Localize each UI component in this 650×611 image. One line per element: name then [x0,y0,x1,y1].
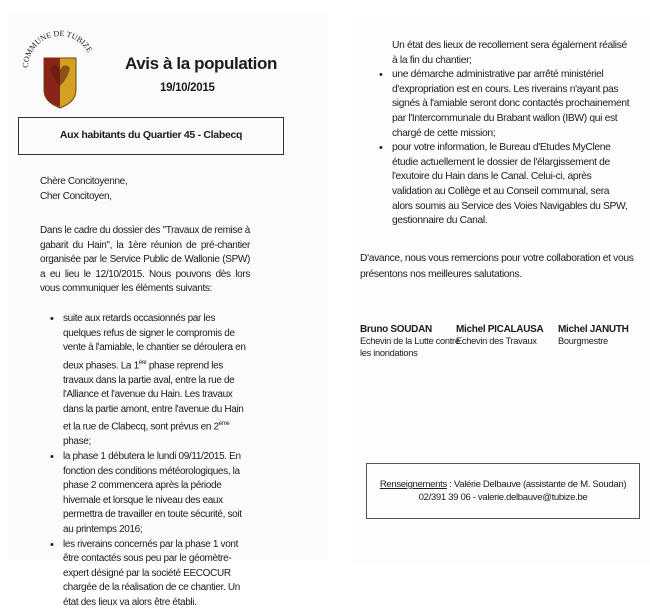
list-item: • suite aux retards occasionnés par les quelques refus de signer le compromis de vente à l'amiable, le chantier se déroulera en deux phases. La 1ère phase reprend les travaux dans la partie aval, entre la rue de l'Alliance et l'avenue du Hain. Les travaux dans la partie amont, entre l'avenue du Hain et la rue de Clabecq, sont prévus en 2ème phase; [63,312,248,450]
list-item: • pour votre information, le Bureau d'Etudes MyClene étudie actuellement le dossier de l'élargissement de l'exutoire du Hain dans le Canal. Celui-ci, après validation au Collège et au Conseil communal, sera alors soumis au Service des Voies Navigables du SPW, gestionnaire du Canal. [392,141,632,229]
list-item: • la phase 1 débutera le lundi 09/11/2015. En fonction des conditions météorologiques, la phase 2 commencera après la période hivernale et lorsque le niveau des eaux permettra de travailler en toute sécurité, soit au printemps 2016; [63,450,248,538]
page-left [8,12,328,608]
notice-date: 19/10/2015 [160,82,215,94]
contact-box: Renseignements : Valérie Delbauve (assistante de M. Soudan) 02/391 39 06 - valerie.delbauve@tubize.be [366,463,640,519]
closing-paragraph: D'avance, nous vous remercions pour votre collaboration et vous présentons nos meilleures salutations. [360,253,634,280]
contact-person: Valérie Delbauve (assistante de M. Soudan) [453,479,627,490]
svg-text:COMMUNE DE TUBIZE: COMMUNE DE TUBIZE [20,28,95,69]
greeting-line: Cher Concitoyen, [40,190,112,202]
bullet-list-left [63,312,248,611]
recipient-box [18,117,284,155]
greeting [40,175,127,204]
page-title: Avis à la population [125,54,277,73]
list-item: • une démarche administrative par arrêté ministériel d'expropriation est en cours. Les riverains n'ayant pas signés à l'amiable seront donc contactés prochainement par l'Intercommunale du Brabant wallon (IBW) qui est chargé de cette mission; [392,68,632,141]
list-item: • les riverains concernés par la phase 1 vont être contactés sous peu par le géomètre-expert désigné par la société EECOCUR chargée de la réalisation de ce chantier. Un état des lieux va alors être établi. [63,538,248,611]
continuation-text: Un état des lieux de recollement sera également réalisé à la fin du chantier; [392,40,627,66]
greeting-line: Chère Concitoyenne, [40,176,128,187]
contact-label: Renseignements [379,479,447,490]
intro-paragraph: Dans le cadre du dossier des "Travaux de remise à gabarit du Hain", la 1ère réunion de pré-chantier organisée par le Service Public de Wallonie (SPW) a eu lieu le 12/10/2015. Nous pouvons dès lors vous communiquer les éléments suivants: [40,225,250,295]
contact-details: 02/391 39 06 - valerie.delbauve@tubize.be [418,492,588,503]
page-right [352,18,650,563]
commune-logo [20,28,100,113]
signatory: Michel PICALAUSA Echevin des Travaux [456,324,544,346]
recipient-text: Aux habitants du Quartier 45 - Clabecq [59,129,243,141]
signatory: Bruno SOUDAN Echevin de la Lutte contre les inondations [360,324,460,358]
signatory: Michel JANUTH Bourgmestre [558,324,629,346]
coat-of-arms-icon [20,28,100,113]
bullet-list-right [392,39,632,229]
